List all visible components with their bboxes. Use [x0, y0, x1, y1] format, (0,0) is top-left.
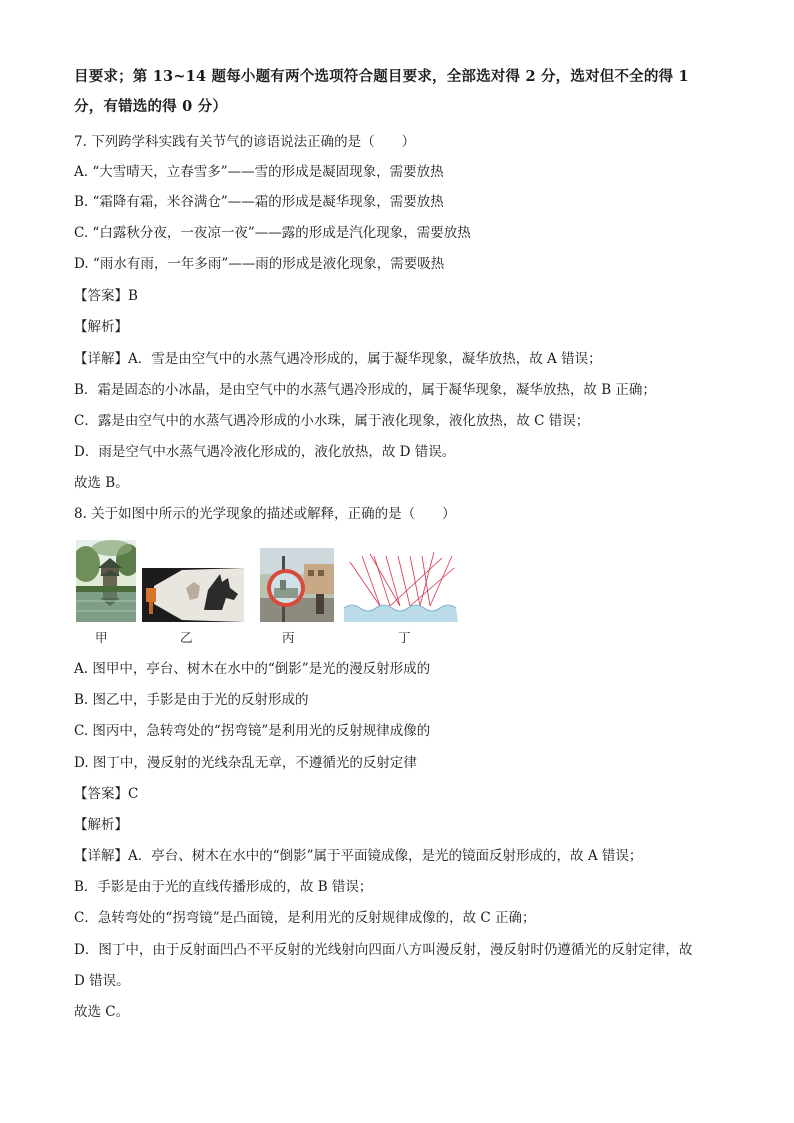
instruction-line-1: 目要求；第 13~14 题每小题有两个选项符合题目要求，全部选对得 2 分，选对但不全的得 1: [74, 68, 689, 85]
question-8-option-b: B. 图乙中，手影是由于光的反射形成的: [74, 692, 309, 708]
question-7-answer: 【答案】B: [74, 288, 138, 304]
question-8-option-c: C. 图丙中，急转弯处的“拐弯镜”是利用光的反射规律成像的: [74, 723, 431, 739]
question-8-answer: 【答案】C: [74, 786, 139, 802]
figure-jia-pavilion-image: [76, 540, 136, 622]
question-7-analysis-label: 【解析】: [74, 319, 128, 335]
figure-bing-label: 丙: [282, 630, 295, 645]
question-8-figures: [74, 540, 464, 650]
question-8-conclusion: 故选 C。: [74, 1004, 130, 1020]
question-7-conclusion: 故选 B。: [74, 475, 129, 491]
figure-jia-label: 甲: [95, 630, 108, 645]
figure-ding-label: 丁: [398, 630, 411, 645]
question-7-detail-d: D．雨是空气中水蒸气遇冷液化形成的，液化放热，故 D 错误。: [74, 444, 456, 460]
question-7-option-b: B. “霜降有霜，米谷满仓”——霜的形成是凝华现象，需要放热: [74, 194, 444, 210]
question-7-option-a: A. “大雪晴天，立春雪多”——雪的形成是凝固现象，需要放热: [74, 164, 444, 180]
question-7-option-d: D. “雨水有雨，一年多雨”——雨的形成是液化现象，需要吸热: [74, 256, 445, 272]
question-8-option-d: D. 图丁中，漫反射的光线杂乱无章，不遵循光的反射定律: [74, 755, 417, 771]
figure-bing-convex-mirror-image: [260, 548, 334, 622]
instruction-line-2: 分，有错选的得 0 分）: [74, 98, 228, 115]
question-7-detail-a: 【详解】A．雪是由空气中的水蒸气遇冷形成的，属于凝华现象，凝华放热，故 A 错误；: [74, 351, 602, 367]
question-8-detail-d-part2: D 错误。: [74, 973, 130, 989]
question-7-stem: 7. 下列跨学科实践有关节气的谚语说法正确的是（ ）: [74, 134, 416, 150]
figure-yi-label: 乙: [180, 630, 193, 645]
question-8-detail-b: B．手影是由于光的直线传播形成的，故 B 错误；: [74, 879, 373, 895]
question-8-detail-d-part1: D．图丁中，由于反射面凹凸不平反射的光线射向四面八方叫漫反射，漫反射时仍遵循光的反射定律，故: [74, 942, 693, 958]
question-8-detail-a: 【详解】A．亭台、树木在水中的“倒影”属于平面镜成像，是光的镜面反射形成的，故 A 错误；: [74, 848, 643, 864]
question-8-analysis-label: 【解析】: [74, 817, 128, 833]
question-7-detail-b: B．霜是固态的小冰晶，是由空气中的水蒸气遇冷形成的，属于凝华现象，凝华放热，故 B 正确；: [74, 382, 656, 398]
question-7-option-c: C. “白露秋分夜，一夜凉一夜”——露的形成是汽化现象，需要放热: [74, 225, 471, 241]
question-7-detail-c: C．露是由空气中的水蒸气遇冷形成的小水珠，属于液化现象，液化放热，故 C 错误；: [74, 413, 590, 429]
question-8-option-a: A. 图甲中，亭台、树木在水中的“倒影”是光的漫反射形成的: [74, 661, 431, 677]
figure-yi-hand-shadow-image: [142, 568, 244, 622]
question-8-detail-c: C．急转弯处的“拐弯镜”是凸面镜，是利用光的反射规律成像的，故 C 正确；: [74, 910, 536, 926]
figure-ding-diffuse-reflection-diagram: [344, 550, 458, 622]
question-8-stem: 8. 关于如图中所示的光学现象的描述或解释，正确的是（ ）: [74, 506, 456, 522]
